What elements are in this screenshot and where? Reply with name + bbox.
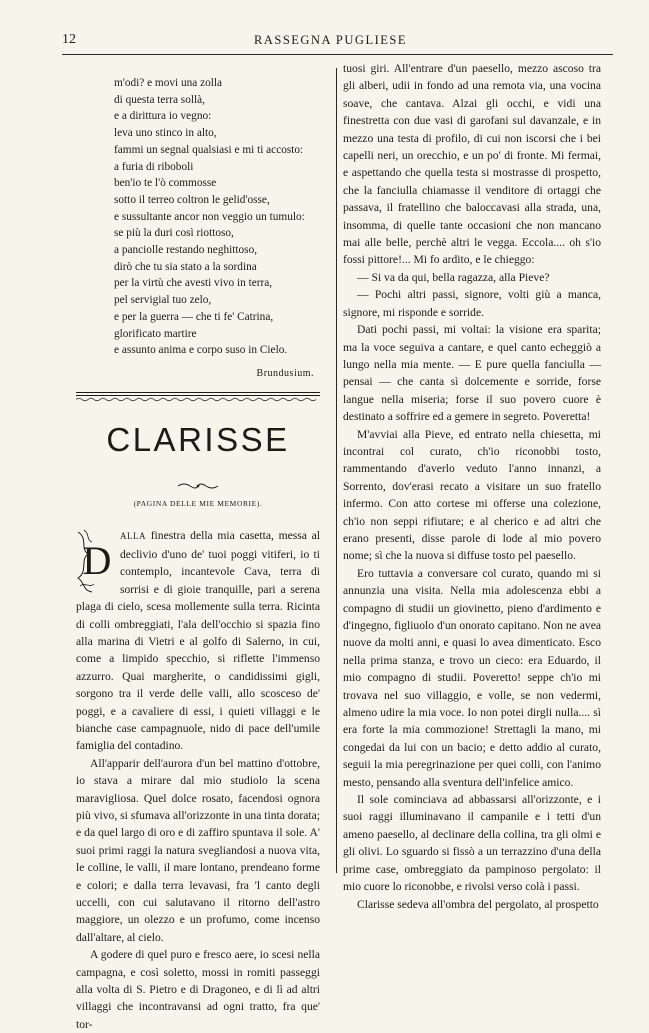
title-flourish-ornament [176,482,220,490]
poem-line: glorificato martire [114,327,197,340]
poem-line: se più la duri così riottoso, [114,227,234,240]
poem-line: a panciolle restando neghittoso, [114,244,258,257]
paragraph: M'avviai alla Pieve, ed entrato nella chiesetta, mi incontrai col curato, ch'io riconobbi tosto, rammentando d'averlo veduto l'anno innanzi, a Sorrento, dov'erasi recato a visitare un suo fratello infermo. Con atto cortese mi offerse una colezione, ch'io non seppi rifiutare; e al cherico e ad altri che erano presenti, disse parole di lode al mio povero nome; sì che la nuova si diffuse tosto pel paesello. [343,427,601,563]
running-head: RASSEGNA PUGLIESE [254,33,407,47]
divider-wave-ornament [76,397,320,402]
right-paragraphs [343,269,601,913]
poem-line: e per la guerra — che ti fe' Catrina, [114,310,274,323]
paragraph: — Si va da qui, bella ragazza, alla Pieve? [357,270,550,284]
opening-text: finestra della mia casetta, messa al declivio d'uno de' tuoi poggi vitiferi, io ti contemplo, incantevole Cava, terra di sorrisi e di gioie tranquille, pari a serena plaga di cielo, scesa mollemente sulla terra. Ricinta di colli ombreggiati, l'ala dell'occhio si spazia fino alla marina di Vietri e al golfo di Salerno, in cui, come a limpido specchio, si riflette l'immenso azzurro. Quai margherite, o candidissimi gigli, sorgono tra il verde delle valli, allo scosceso de' poggi, e a cavaliere di essi, i quieti villaggi e le bianche case campagnuole, nido di pace dell'umile famiglia del contadino. [76,529,320,753]
story-subtitle: (PAGINA DELLE MIE MEMORIE). [133,499,263,509]
poem-line: m'odi? e movi una zolla [114,77,223,89]
poem [114,75,320,359]
story-title: CLARISSE [106,421,290,459]
poem-line: a furia di riboboli [114,160,194,173]
paragraph: Ero tuttavia a conversare col curato, quando mi si annunzia una visita. Nella mia adolescenza ebbi a compagno di studii un giovinetto, pieno d'ardimento e d'ingegno, figliuolo d'un onorato capitano. Non ne avea nuove da molti anni, e quasi lo avea dimenticato. Esco nella prima stanza, e trovo un cieco: era Eduardo, il mio compagno di studii. Poveretto! seppe ch'io mi trovava nel suo villaggio, e volle, se non vedermi, almeno udire la mia voce. Io non potei dirgli nulla.... sì era forte la mia commozione! Strettagli la mano, mi congedai da lui con un bacio; e detto addio al curato, seguii la mia peregrinazione per quei colli, con l'animo mesto, pensando alla sventura dell'infelice amico. [343,566,601,789]
paragraph: A godere di quel puro e fresco aere, io scesi nella campagna, e così soletto, mossi in romiti passeggi alla volta di S. Pietro e di Dragoneo, e di lì ad altri villaggi che incontravansi ad ogni tratto, fra que' tor- [76,948,320,1031]
dropcap-rest: ALLA [120,531,146,542]
opening-paragraph [76,527,320,754]
left-paragraphs [76,755,320,1033]
dropcap-letter: D [82,538,112,584]
paragraph: — Pochi altri passi, signore, volti giù a manca, signore, mi risponde e sorride. [343,288,601,319]
poem-line: e a dirittura io vegno: [114,110,212,123]
header-rule [62,54,613,55]
poem-line: e sussultante ancor non veggio un tumulo: [114,210,305,223]
poem-line: pel servigial tuo zelo, [114,294,212,307]
poem-line: e assunto anima e corpo suso in Cielo. [114,344,288,357]
poem-line: fammi un segnal qualsiasi e mi ti accosto: [114,143,304,156]
left-column [76,60,320,1033]
paragraph: All'apparir dell'aurora d'un bel mattino d'ottobre, io stava a mirare dal mio studiolo la scena maravigliosa. Quel dolce rosato, facendosi ognora più vivo, si sfumava all'orizzonte in una tinta dorata; e da quel largo di oro e di zaffiro spuntava il sole. A' suoi primi raggi la natura svegliandosi a nuova vita, le colline, le valli, il mare lontano, prendeano forme e colori; e dalla terra levavasi, fra 'l canto degli uccelli, con cui salutavano il ritorno dell'astro maggiore, un olezzo e un profumo, come incenso dall'altare, al cielo. [76,756,320,944]
dropcap-ornament [74,528,114,594]
page-number: 12 [62,32,76,47]
poem-line: dirò che tu sia stato a la sordina [114,260,257,273]
right-continuation: tuosi giri. All'entrare d'un paesello, mezzo ascoso tra gli alberi, udii in fondo ad una remota via, una vocina soave, che cantava. Alzai gli occhi, e vidi una finestretta con due vasi di garofani sul davanzale, e in mezzo una testa di profilo, di cui non iscorsi che i bei capelli neri, un orecchio, e un po' di fronte. Mi fermai, e aspettando che quella testa si mostrasse di prospetto, che la fanciulla chiamasse il venditore di ortaggi che passava, il fratellino che baloccavasi alla strada, una, insomma, di quelle tante occasioni che non mancano mai alle belle, perchè altri le vegga. Eccola.... oh s'io fossi pittore!... Mi fo ardito, e le chieggo: [343,62,601,267]
section-divider [76,392,320,402]
paragraph: Clarisse sedeva all'ombra del pergolato, al prospetto [357,897,599,911]
poem-line: leva uno stinco in alto, [114,127,217,140]
paragraph: Il sole cominciava ad abbassarsi all'orizzonte, e i suoi raggi illuminavano il campanile e i tetti d'un ameno paesello, al declinare della collina, tra gli olmi e gli olivi. Lo sguardo si fissò a un terrazzino d'una della prime case, ombreggiato da pampinoso pergolato: il mio cuore lo riconobbe, e rivolsi verso colà i passi. [343,793,601,894]
paragraph: Dati pochi passi, mi voltai: la visione era sparita; ma la voce seguiva a cantare, e quel canto echeggiò a lungo nella mia mente. — E pure quella fanciulla — pensai — che canta sì dolcemente e sorride, forse langue nella miseria; forse il suo povero cuore è destinato a soffrire ed a gemere in segreto. Poveretta! [343,323,601,424]
poem-signature: Brundusium. [256,367,314,379]
poem-line: ben'io te l'ò commosse [114,177,217,190]
poem-line: sotto il terreo coltron le gelid'osse, [114,193,270,206]
poem-line: di questa terra sollà, [114,93,205,106]
poem-line: per la virtù che avesti vivo in terra, [114,277,273,290]
column-rule [336,68,337,873]
right-column [343,60,601,913]
